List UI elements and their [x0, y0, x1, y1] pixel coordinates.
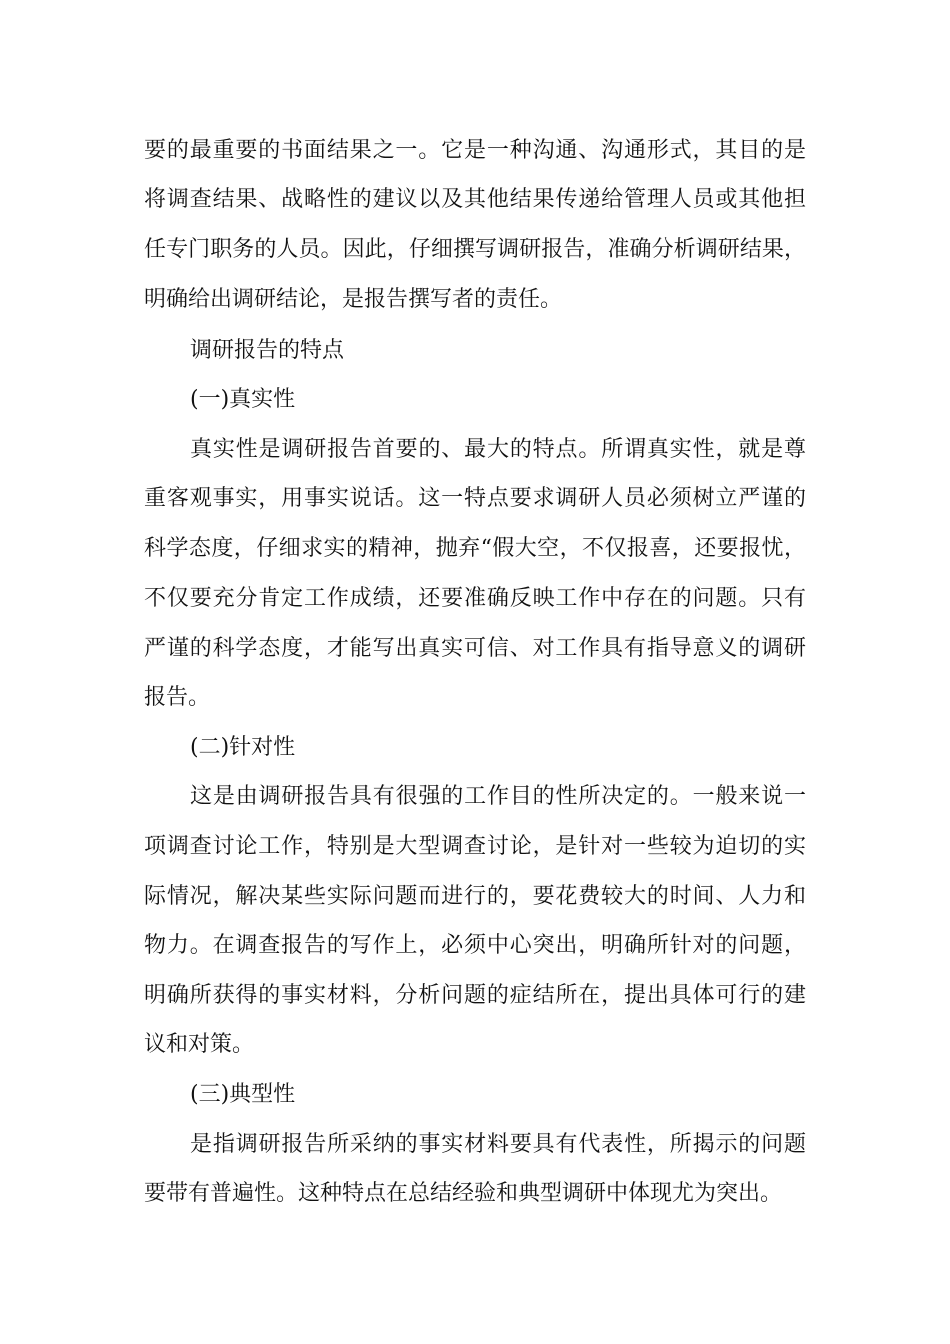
text-line: 科学态度，仔细求实的精神，抛弃“假大空，不仅报喜，还要报忧， [144, 536, 806, 561]
text-line: 真实性是调研报告首要的、最大的特点。所谓真实性，就是尊 [190, 437, 806, 462]
text-line: 报告。 [144, 685, 211, 710]
text-line: 不仅要充分肯定工作成绩，还要准确反映工作中存在的问题。只有 [144, 586, 806, 611]
text-line: 重客观事实，用事实说话。这一特点要求调研人员必须树立严谨的 [144, 486, 806, 511]
text-line: 项调查讨论工作，特别是大型调查讨论，是针对一些较为迫切的实 [144, 834, 806, 859]
subsection-heading: (三)典型性 [190, 1082, 296, 1107]
text-line: 将调查结果、战略性的建议以及其他结果传递给管理人员或其他担 [144, 187, 806, 212]
text-line: 严谨的科学态度，才能写出真实可信、对工作具有指导意义的调研 [144, 636, 806, 661]
subsection-heading: (一)真实性 [190, 387, 296, 412]
text-line: 要带有普遍性。这种特点在总结经验和典型调研中体现尤为突出。 [144, 1181, 783, 1206]
text-line: 明确所获得的事实材料，分析问题的症结所在，提出具体可行的建 [144, 983, 806, 1008]
text-line: 是指调研报告所采纳的事实材料要具有代表性，所揭示的问题 [190, 1132, 806, 1157]
text-line: 物力。在调查报告的写作上，必须中心突出，明确所针对的问题， [144, 933, 806, 958]
text-line: 这是由调研报告具有很强的工作目的性所决定的。一般来说一 [190, 784, 806, 809]
text-line: 明确给出调研结论，是报告撰写者的责任。 [144, 287, 563, 312]
document-page [144, 0, 806, 1344]
text-line: 议和对策。 [144, 1032, 255, 1057]
text-line: 际情况，解决某些实际问题而进行的，要花费较大的时间、人力和 [144, 884, 806, 909]
text-line: 要的最重要的书面结果之一。它是一种沟通、沟通形式，其目的是 [144, 138, 806, 163]
subsection-heading: (二)针对性 [190, 735, 296, 760]
text-line: 任专门职务的人员。因此，仔细撰写调研报告，准确分析调研结果， [144, 237, 806, 262]
section-heading: 调研报告的特点 [190, 338, 345, 363]
